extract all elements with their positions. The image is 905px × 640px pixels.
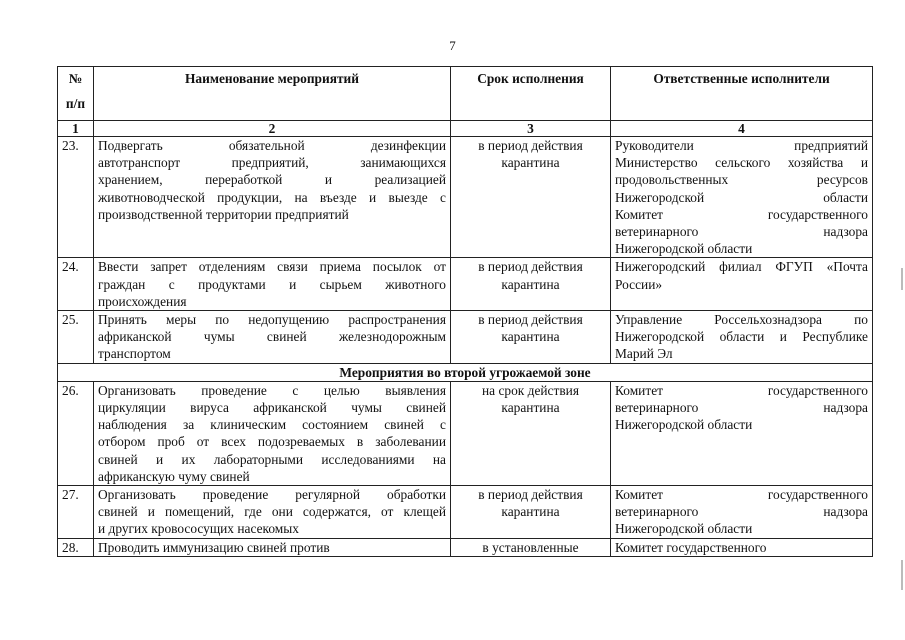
term-cell — [451, 381, 611, 485]
header-number-line1: № — [68, 71, 83, 86]
cell-line: карантина — [501, 155, 560, 171]
cell-line: Нижегородской области и Республике — [615, 329, 868, 345]
cell-line: в период действия — [478, 259, 583, 275]
measure-cell — [94, 538, 451, 556]
cell-line: Ввести запрет отделениям связи приема посылок от — [98, 259, 446, 275]
row-number: 28. — [58, 538, 94, 556]
column-number: 4 — [611, 121, 873, 137]
term-cell — [451, 486, 611, 539]
table-row — [58, 381, 873, 485]
column-number-row — [58, 121, 873, 137]
term-cell — [451, 538, 611, 556]
responsible-cell — [611, 381, 873, 485]
cell-line: Проводить иммунизацию свиней против — [98, 539, 330, 555]
cell-line: происхождения — [98, 293, 187, 309]
cell-line: и других кровососущих насекомых — [98, 521, 299, 537]
cell-line: Руководители предприятий — [615, 138, 868, 153]
cell-line: Нижегородской области — [615, 189, 868, 205]
cell-line: Марий Эл — [615, 346, 673, 362]
cell-line: африканскую чуму свиней — [98, 468, 250, 484]
table-body-a — [58, 137, 873, 364]
cell-line: карантина — [501, 329, 560, 345]
responsible-cell — [611, 538, 873, 556]
term-cell — [451, 258, 611, 311]
page-number: 7 — [449, 38, 456, 53]
cell-line: граждан с продуктами и сырьем животного — [98, 276, 446, 292]
cell-line: ветеринарного надзора — [615, 224, 868, 240]
table-row — [58, 137, 873, 258]
cell-line: отбором проб от всех подозреваемых в заболевании — [98, 434, 446, 450]
cell-line: Комитет государственного — [615, 382, 868, 398]
cell-line: карантина — [501, 504, 560, 520]
cell-line: африканской чумы свиней железнодорожным — [98, 329, 446, 345]
measures-table — [57, 66, 873, 557]
responsible-cell — [611, 258, 873, 311]
scan-edge-mark — [901, 560, 903, 590]
table-row — [58, 258, 873, 311]
row-number: 23. — [58, 137, 94, 258]
column-number: 2 — [94, 121, 451, 137]
cell-line: ветеринарного надзора — [615, 400, 868, 416]
column-number: 3 — [451, 121, 611, 137]
cell-line: Нижегородской области — [615, 417, 753, 433]
cell-line: автотранспорт предприятий, занимающихся — [98, 155, 446, 171]
cell-line: Комитет государственного — [615, 539, 767, 555]
responsible-cell — [611, 311, 873, 364]
cell-line: производственной территории предприятий — [98, 206, 349, 222]
column-number: 1 — [58, 121, 94, 137]
header-number — [58, 67, 94, 121]
cell-line: наблюдения за клиническим состоянием свиней с — [98, 417, 446, 433]
cell-line: Министерство сельского хозяйства и — [615, 155, 868, 171]
cell-line: России» — [615, 276, 663, 292]
cell-line: Комитет государственного — [615, 206, 868, 222]
header-measure: Наименование мероприятий — [94, 67, 451, 121]
row-number: 27. — [58, 486, 94, 539]
term-cell — [451, 137, 611, 258]
row-number: 24. — [58, 258, 94, 311]
cell-line: карантина — [501, 276, 560, 292]
cell-line: Нижегородский филиал ФГУП «Почта — [615, 259, 868, 275]
cell-line: в период действия — [478, 138, 583, 153]
cell-line: ветеринарного надзора — [615, 504, 868, 520]
cell-line: Организовать проведение с целью выявления — [98, 382, 446, 398]
cell-line: транспортом — [98, 346, 171, 362]
cell-line: Подвергать обязательной дезинфекции — [98, 138, 446, 153]
table-row — [58, 486, 873, 539]
measure-cell — [94, 381, 451, 485]
cell-line: Управление Россельхознадзора по — [615, 312, 868, 328]
table-row — [58, 538, 873, 556]
cell-line: Нижегородской области — [615, 241, 753, 257]
cell-line: циркуляции вируса африканской чумы свиней — [98, 400, 446, 416]
cell-line: продовольственных ресурсов — [615, 172, 868, 188]
table-header-row — [58, 67, 873, 121]
cell-line: животноводческой продукции, на въезде и выезде с — [98, 189, 446, 205]
measure-cell — [94, 486, 451, 539]
row-number: 25. — [58, 311, 94, 364]
cell-line: в период действия — [478, 487, 583, 503]
cell-line: Организовать проведение регулярной обработки — [98, 487, 446, 503]
section-body — [58, 363, 873, 381]
cell-line: хранением, переработкой и реализацией — [98, 172, 446, 188]
cell-line: свиней и их лабораторными исследованиями на — [98, 451, 446, 467]
cell-line: свиней и помещений, где они содержатся, от клещей — [98, 504, 446, 520]
scan-edge-mark — [901, 268, 903, 290]
cell-line: Принять меры по недопущению распространения — [98, 312, 446, 328]
cell-line: на срок действия — [481, 382, 579, 398]
responsible-cell — [611, 137, 873, 258]
cell-line: Нижегородской области — [615, 521, 753, 537]
row-number: 26. — [58, 381, 94, 485]
header-number-line2: п/п — [65, 96, 86, 112]
cell-line: карантина — [501, 400, 560, 416]
header-responsible: Ответственные исполнители — [611, 67, 873, 121]
section-row — [58, 363, 873, 381]
cell-line: в период действия — [478, 312, 583, 328]
responsible-cell — [611, 486, 873, 539]
term-cell — [451, 311, 611, 364]
measure-cell — [94, 137, 451, 258]
table-row — [58, 311, 873, 364]
table-body-b — [58, 381, 873, 556]
measure-cell — [94, 311, 451, 364]
measure-cell — [94, 258, 451, 311]
section-title: Мероприятия во второй угрожаемой зоне — [58, 363, 873, 381]
cell-line: Комитет государственного — [615, 487, 868, 503]
header-term: Срок исполнения — [451, 67, 611, 121]
cell-line: в установленные — [482, 539, 579, 555]
